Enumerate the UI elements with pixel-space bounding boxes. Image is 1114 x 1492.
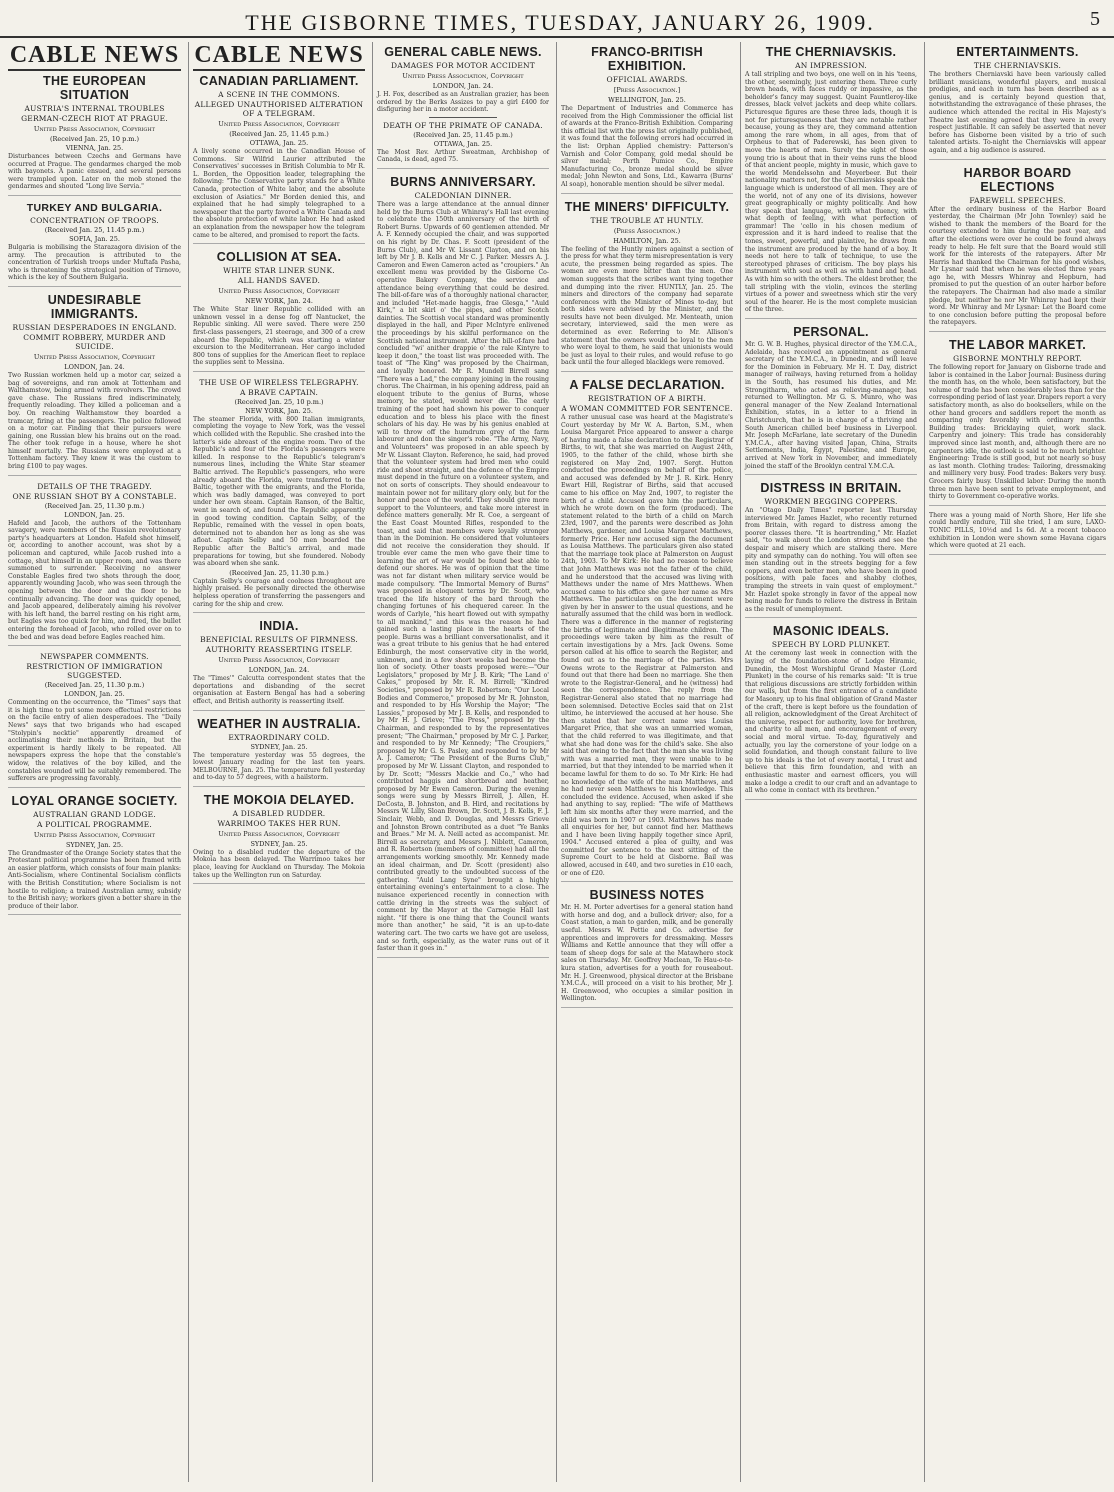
article-body: The Department of Industries and Commerce has received from the High Commissioner the official list of awards at the Franco-British Exhibition. Comparing this official list with the press list originally published, it was found that the following errors had occurred in the list: Orphan Applied chemistry: Patterson's Varnish and Color Company, gold medal should be silver medal; Perth Pumice Co., Empire Manufacturing Co., bronze medal should be silver medal; John Newton and Sons, Ltd., Kawarra (Burns' Al soap), honorable mention should be silver medal. <box>561 105 733 188</box>
article-headline: UNDESIRABLE IMMIGRANTS. <box>47 292 142 321</box>
dateline: LONDON, Jan. 24. <box>432 82 494 90</box>
article-labor-market <box>929 338 1106 506</box>
dateline: SYDNEY, Jan. 25. <box>65 840 124 849</box>
advert-body: There was a young maid of North Shore, Her life she could hardly endure, Till she tried, I am sure, LAXO-TONIC PILLS, 10½d and 1s 6d. At a recent tobacco exhibition in London were shown some Havana cigars which were quoted at 21 each. <box>929 511 1106 550</box>
article-subhead: A BRAVE CAPTAIN. <box>239 387 319 397</box>
article-body: J. H. Fox, described as an Australian grazier, has been ordered by the Berks Assizes to pay a girl £400 for disfiguring her in a motor accident. <box>377 91 549 114</box>
article-subhead: A POLITICAL PROGRAMME. <box>37 819 152 829</box>
article-body: Captain Selby's courage and coolness throughout are highly praised. He personally directed the otherwise helpless operation of transferring the passengers and caring for the ship and crew. <box>193 577 365 608</box>
article-subhead: AUSTRALIAN GRAND LODGE. <box>33 809 156 819</box>
masthead <box>0 0 1114 38</box>
article-headline: ENTERTAINMENTS. <box>956 45 1079 59</box>
dateline: SYDNEY, Jan. 25. <box>250 839 308 848</box>
article-headline: PERSONAL. <box>793 325 869 339</box>
article-masonic-ideals <box>745 624 917 799</box>
article-body: Owing to a disabled rudder the departure of the Mokoia has been delayed. The Warrimoo takes her place, leaving for Auckland on Thursday. The Mokoia takes up the Wellington run on Saturday. <box>193 848 365 879</box>
article-body: The Grandmaster of the Orange Society states that the Protestant political programme has been framed with an easier platform, which consists of four main planks: Anti-Socialism, where Continental Socialism conflicts with the British Constitution; where Socialism is not hostile to religion; a trained Australian army, subsidy to the British navy; workers given a better share in the produce of their labor. <box>8 849 181 910</box>
article-body: Bulgaria is mobilising the Starazagora division of the army. The precaution is attributed to the concentration of Turkish troops under Muftafa Pasha, who is threatening the strategical position of Tirnovo, which is the key of Southern Bulgaria. <box>8 243 181 282</box>
article-subhead: REGISTRATION OF A BIRTH. <box>587 394 707 404</box>
article-harbor-board <box>929 166 1106 333</box>
byline: United Press Association, Copyright <box>218 120 340 128</box>
article-collision-at-sea <box>193 250 365 372</box>
article-headline: HARBOR BOARD ELECTIONS <box>963 165 1072 194</box>
article-subhead: THE CHERNIAVSKIS. <box>973 61 1062 70</box>
article-headline: THE LABOR MARKET. <box>948 338 1087 353</box>
article-body: A tall stripling and two boys, one well on in his 'teens, the other, seemingly, just entering them. Three curly brown heads, with faces ruddy or impassive, as the beholder's fancy may suggest. Quaint Fauntleroy-like dresses, black velvet jackets and deep white collars. Picturesque figures are these three lads, though it is not for picturesqueness that they are notable rather because, young as they are, they command attention among the rare whom, in all ages, from that of Orpheus to that of Paderewski, has been given to move the hearts of men. Surely the sight of those young trio is about that in their veins runs the blood of that ancient people, mighty in music, which gave to the world Mendelssohn and Meyerbeer. But their nationality matters not, for the Cherniavskis speak the language which is understood of all men. They are of the world, not of any one of its divisions, however great geographically or mighty politically. And how they speak that language, with what fluency, with what depth of feeling, with what perfection of grammar! The 'cello in his chosen medium of expression and it is hard indeed to realise that the tones, sweet, powerful, and plaintive, he draws from the instrument are produced by the hand of a boy. It needs not here to talk of technique, to use the stereotyped phrases of criticism. The boy plays his instrument with soul as well as with hand and head. As with him so with the others. The eldest brother, the tall stripling with the violin, evinces the sterling virtues of a power and sweetness which stir the very soul of the hearer. He is the most complete musician of the three. <box>745 71 917 314</box>
received-line: (Received Jan. 25, 11.30 p.m.) <box>44 501 145 510</box>
advertisement <box>929 512 1106 555</box>
article-body: The steamer Florida, with 800 Italian immigrants, completing the voyage to New York, was the vessel which collided with the Republic. She crashed into the latter's side abreast of the engine room. Two of the Republic's and four of the Florida's passengers were killed. In response to the Republic's telegram's numerous lines, including the White Star steamer Baltic arrived. The Republic's passengers, who were already aboard the Florida, were transferred to the Baltic, together with the emigrants, and the Florida, which was badly damaged, was conveyed to port under her own steam. Captain Ranson, of the Baltic, went in search of, and found the Republic apparently in good towing condition. Captain Selby, of the Republic, remained with the vessel in open boats, determined not to abandon her as long as she was afloat. Captain Selby and 50 men boarded the Republic after the Baltic's arrival, and made preparations for towing, but she foundered. Nobody was aboard when she sank. <box>193 415 365 568</box>
article-headline: BUSINESS NOTES <box>589 888 705 903</box>
article-headline: INDIA. <box>259 619 299 634</box>
article-body: Disturbances between Czechs and Germans have occurred at Prague. The gendarmes charged the mob with bayonets. A panic ensued, and several persons were trampled upon. Later on the mob stoned the gendarmes and shouted "Long live Servia." <box>8 153 181 191</box>
article-body: The Most Rev. Arthur Sweatman, Archbishop of Canada, is dead, aged 75. <box>377 148 549 164</box>
article-body: Mr. G. W. B. Hughes, physical director of the Y.M.C.A., Adelaide, has received an appointment as general secretary of the Y.M.C.A., in Dunedin, and will leave for the Dominion in February. Mr H. T. Day, district manager of railways, having returned from a holiday in the South, has resumed his duties, and Mr. Strongitharm, who acted as relieving-manager, has returned to Wellington. Mr G. S. Munro, who was general manager of the New Zealand International Exhibition, states, in a letter to a friend in Christchurch, that he is in charge of a thriving and South American chilled beef business in Liverpool. Mr. Joseph McFarlane, late secretary of the Dunedin Y.M.C.A., after having visited Japan, China, Straits Settlements, India, Egypt, Palestine, and Europe, arrived at New York in November, and immediately joined the staff of the Brooklyn central Y.M.C.A. <box>745 341 917 470</box>
article-false-declaration <box>561 378 733 882</box>
dateline: LONDON, Jan. 24. <box>64 362 125 371</box>
article-headline: BURNS ANNIVERSARY. <box>390 174 536 189</box>
article-body: A rather unusual case was heard at the Magistrate's Court yesterday by Mr W. A. Barton, S.M., when Louisa Margaret Price appeared to answer a charge of having made a false declaration to the Registrar of Births, to wit, that she was married on August 24th, 1905, to the father of the child, whose birth she registered on May 2nd, 1907. Sergt. Hutton conducted the proceedings on behalf of the police, and accused was defended by Mr J. R. Kirk. Henry Ewart Hill, Registrar of Births, said that accused came to his office on May 2nd, 1907, to register the birth of a child. Accused gave him the particulars, which he wrote down on the form (produced). The statement related to the birth of a child on March 23rd, 1907, and the parents were described as John Matthews, gardener, and Louisa Margaret Matthews, formerly Price. Her now accused sign the document as Louisa Matthews. The particulars given also stated that the marriage took place at Palmerston on August 24th, 1903. To Mr Kirk: He had no reason to believe that John Matthews was not the father of the child, and he understood that the accused was living with Matthews under the name of Mrs Matthews. When accused came to his office she gave her name as Mrs Matthews. The particulars on the document were given by her in answer to the usual questions, and he naturally assumed that the child was born in wedlock. There was a difference in the manner of registering the births of legitimate and illegitimate children. The proceedings were taken by him as the result of certain investigations by a Mrs. Jack Owens. Some person called at his office to search the Register, and found out as to the marriage of the parties. Mrs Owens wrote to the Registrar at Palmerston and found out that there had been no marriage. She then wrote to the Registrar-General, and he (witness) had seen the correspondence. The reply from the Registrar-General also stated that no marriage had been solemnised. Detective Eccles said that on 21st ultimo, he interviewed the accused at her house. She then stated that her correct name was Louisa Margaret Price, that she was an unmarried woman, that the child referred to was illegitimate, and that what she had done was for the child's sake. She also said that owing to the fact that the man she was living with was a married man, they were unable to be married, but that they intended to be married when it became lawful for them to do so. To Mr Kirk: He had no knowledge of the wife of the man Matthews, and he had never seen Matthews to his knowledge. This concluded the evidence. Accused, when asked if she had anything to say, replied: "The wife of Matthews left him six months after they were married, and the child was born in 1907 or 1903. Matthews has made all enquiries for her, but cannot find her. Matthews and I have been living happily together since April, 1904." Accused entered a plea of guilty, and was committed for sentence to the next sitting of the Supreme Court to be held at Gisborne. Bail was allowed, accused in £40, and two sureties in £10 each, or one of £20. <box>561 414 733 877</box>
article-headline: THE CHERNIAVSKIS. <box>765 45 897 59</box>
section-title: CABLE NEWS <box>193 42 365 71</box>
article-body: The White Star liner Republic collided with an unknown vessel in a dense fog off Nantucket, the Republic sinking. All were saved. There were 250 first-class passengers, 21 steerage, and 300 of a crew aboard the Republic, which was starting a winter excursion to the Mediterranean. Her cargo included 800 tons of supplies for the American fleet to replace the supplies sent to Messina. <box>193 306 365 367</box>
article-body: Hafeld and Jacob, the authors of the Tottenham savagery, were members of the Russian revolutionary party's headquarters at London. Hafeld shot himself, or, according to another account, was shot by a policeman and captured, while Jacob rushed into a cottage, shut himself in an upper room, and was there summoned to surrender. Receiving no answer Constable Eagles fired two shots through the door, apparently wounding Jacob, who was seen through the opening between the door and the floor to be continually advancing. The door was quickly opened, and Jacob appeared, deliberately aiming his revolver with his left hand, the barrel resting on his right arm, but Eagles was too quick for him, and fired, the bullet entering the forehead of Jacob, who rolled over on to the bed and was dead before Eagles reached him. <box>8 519 181 641</box>
dateline: HAMILTON, Jan. 25. <box>613 236 681 245</box>
article-subhead: RUSSIAN DESPERADOES IN ENGLAND. <box>12 322 177 332</box>
article-subhead: AUSTRIA'S INTERNAL TROUBLES <box>24 104 165 113</box>
byline: (Press Association.) <box>613 226 681 235</box>
byline: United Press Association, Copyright <box>33 352 156 361</box>
article-subhead: WHITE STAR LINER SUNK. <box>223 266 335 276</box>
byline: United Press Association, Copyright <box>402 72 524 80</box>
article-body: An "Otago Daily Times" reporter last Thursday interviewed Mr. James Hazlet, who recently returned from Britain, with regard to distress among the poorer classes there. "It is heartrending," Mr. Hazlet said, "to walk about the London streets and see the despair and misery which are stalking there. Mere pity and sympathy can do nothing. You will often see men standing out in the streets begging for a few coppers, and even better men, who have been in good positions, with pale faces and shabby clothes, tramping the streets in vain quest of employment." Mr. Hazlet spoke strongly in favor of the appeal now being made for funds to relieve the distress in Britain as the result of unemployment. <box>745 507 917 613</box>
section-title: CABLE NEWS <box>8 42 181 71</box>
column-5 <box>740 42 921 1482</box>
article-headline: CANADIAN PARLIAMENT. <box>199 74 359 88</box>
column-4 <box>556 42 737 1482</box>
column-1 <box>4 42 185 1482</box>
article-weather <box>193 717 365 787</box>
article-headline: A FALSE DECLARATION. <box>569 378 725 393</box>
article-subhead: BENEFICIAL RESULTS OF FIRMNESS. <box>200 635 358 645</box>
article-body: After the ordinary business of the Harbor Board yesterday, the Chairman (Mr John Townley) said he wished to thank the members of the Board for the courtesy extended to him during the past year, and after the elections were over he could be found always ready to help. He felt sure that the Board would still work for the interests of the ratepayers. After Mr Harris had thanked the Chairman for his good wishes, Mr Lysnar said that when he was elected three years ago he, with Messrs Whinray and Hepburn, had promised to put the question of an outer harbor before the ratepayers. The Chairman had also made a similar pledge, but neither he nor Mr Whinray had kept their word. Mr Whinray and Mr Lysnar: Let the Board come to one conclusion before putting the proposal before the ratepayers. <box>929 205 1106 327</box>
article-subhead: FAREWELL SPEECHES. <box>969 195 1066 205</box>
article-headline: THE EUROPEAN SITUATION <box>43 74 146 102</box>
received-line: (Received Jan. 25, 11.45 p.m.) <box>44 225 145 234</box>
article-turkey-bulgaria <box>8 202 181 287</box>
article-subhead: WORKMEN BEGGING COPPERS. <box>764 497 898 507</box>
article-body: Commenting on the occurrence, the "Times" says that it is high time to put some more effectual restrictions on the facile entry of alien desperadoes. The "Daily News" says that two brigands who had escaped "Stolypin's necktie" apparently dreamed of acclimatising their methods in Britain, but the experiment is hardly likely to be repeated. All newspapers express the hope that the constable's widow, the relatives of the boy killed, and the constables wounded will be suitably remembered. The sufferers are progressing favorably. <box>8 699 181 783</box>
article-orange-society <box>8 794 181 916</box>
article-miners-difficulty <box>561 200 733 373</box>
article-headline: TURKEY AND BULGARIA. <box>26 201 163 214</box>
byline: United Press Association, Copyright <box>218 287 340 296</box>
article-body: The feeling of the Huntly miners against a section of the press for what they term misrepresentation is very acute, the pressmen being regarded as spies. The women are even more bitter than the men. One woman suggests that the scribes want tying together and dumping into the river. HUNTLY, Jan. 25. The miners and directors of the company had separate conferences with the Minister of Mines to-day, but both sides were advised by the Minister, and the results have not been divulged. Mr. Menteath, union secretary, interviewed, said the men were as determined as ever. Referring to Mr. Allison's statement that the owners would be loyal to the men who were loyal to them, he said that unionists would be just as loyal to their rules, and would refuse to go back until the four alleged blacklegs were removed. <box>561 245 733 367</box>
byline: [Press Association.] <box>613 86 681 94</box>
dateline: SOFIA, Jan. 25. <box>69 234 120 243</box>
article-body: At the ceremony last week in connection with the laying of the foundation-stone of Lodge Hiramic, Dunedin, the Most Worshipful Grand Master (Lord Plunket) in the course of his remarks said: "It is true that religious discussions are strictly forbidden within our walls, but from the first entrance of a candidate for Masonry, up to his final obligation of Grand Master of the craft, there is kept before us the foundation of all religion, acknowledgment of the Great Architect of the universe, respect for authority, love for brethren, and charity to all men, and encouragement of every social and moral virtue. To-day, figuratively and actually, you lay the cornerstone of your lodge on a solid foundation, and though constant failure to live up to his ideals is the lot of every mortal, I trust and believe that this firm foundation, and with an enthusiastic master and earnest officers, you will make a lodge a credit to our craft and an advantage to all who come in contact with its brethren." <box>745 650 917 795</box>
article-subhead: WARRIMOO TAKES HER RUN. <box>217 818 341 828</box>
article-general-cable <box>377 45 549 169</box>
article-headline: COLLISION AT SEA. <box>216 250 342 265</box>
received-line: (Received Jan. 25, 11.45 p.m.) <box>413 130 513 139</box>
article-subhead: OFFICIAL AWARDS. <box>606 75 688 84</box>
byline: United Press Association, Copyright <box>33 830 156 839</box>
dateline: VIENNA, Jan. 25. <box>65 144 124 152</box>
dateline: NEW YORK, Jan. 25. <box>245 406 313 415</box>
divider <box>429 117 498 118</box>
article-body: The "Times'" Calcutta correspondent states that the deportations and disbanding of the secret organisation at Eastern Bengal has had a sobering effect, and British authority is reasserting itself. <box>193 675 365 705</box>
article-subhead: GERMAN-CZECH RIOT AT PRAGUE. <box>21 114 168 123</box>
article-cherniavskis-impression <box>745 45 917 319</box>
article-subhead: GISBORNE MONTHLY REPORT. <box>953 354 1082 364</box>
article-subhead: RESTRICTION OF IMMIGRATION SUGGESTED. <box>26 662 163 681</box>
article-headline: GENERAL CABLE NEWS. <box>384 45 542 59</box>
received-line: (Received Jan. 25, 10 p.m.) <box>49 135 140 143</box>
article-subhead: ONE RUSSIAN SHOT BY A CONSTABLE. <box>12 491 177 501</box>
article-subhead: A DISABLED RUDDER. <box>232 808 326 818</box>
byline: United Press Association, Copyright <box>218 656 340 665</box>
article-personal <box>745 325 917 475</box>
received-line: (Received Jan. 25, 10 p.m.) <box>234 397 324 406</box>
article-headline: THE MINERS' DIFFICULTY. <box>564 199 730 214</box>
article-canadian-parliament <box>193 74 365 244</box>
dateline: LONDON, Jan. 25. <box>64 690 125 699</box>
dateline: NEW YORK, Jan. 24. <box>245 297 313 306</box>
article-body: The brothers Cherniavski have been variously called brilliant musicians, wonderful players, and musical prodigies, and each in turn has been described as a genius, and is certainly beyond question that, notwithstanding the extravagance of these phrases, the audience which attended the recital in His Majesty's Theatre last evening agreed that they were in every respect justifiable. It can safely be asserted that never before has Gisborne been visited by a trio of such talented artists. To-night the Cherniavskis will appear again, and a big audience is assured. <box>929 71 1106 154</box>
article-subhead: ALLEGED UNAUTHORISED ALTERATION OF A TELEGRAM. <box>194 100 364 118</box>
dateline: OTTAWA, Jan. 25. <box>249 139 309 147</box>
article-wireless <box>193 378 365 613</box>
article-headline: FRANCO-BRITISH EXHIBITION. <box>591 45 703 73</box>
article-headline: WEATHER IN AUSTRALIA. <box>197 716 361 731</box>
article-burns-anniversary <box>377 175 549 958</box>
dateline: WELLINGTON, Jan. 25. <box>608 96 686 104</box>
article-headline: THE MOKOIA DELAYED. <box>203 792 355 807</box>
article-subhead: THE USE OF WIRELESS TELEGRAPHY. <box>199 377 359 387</box>
article-subhead: SPEECH BY LORD PLUNKET. <box>771 640 891 650</box>
byline: United Press Association, Copyright <box>33 125 156 133</box>
article-tragedy-details <box>8 482 181 647</box>
article-subhead: THE TROUBLE AT HUNTLY. <box>590 215 704 225</box>
article-subhead: EXTRAORDINARY COLD. <box>228 732 330 742</box>
article-headline: MASONIC IDEALS. <box>772 624 890 639</box>
article-subhead: A WOMAN COMMITTED FOR SENTENCE. <box>561 404 733 414</box>
article-subhead: ALL HANDS SAVED. <box>237 276 321 286</box>
article-subhead: NEWSPAPER COMMENTS. <box>40 652 149 662</box>
article-subhead: DEATH OF THE PRIMATE OF CANADA. <box>383 120 543 130</box>
dateline: LONDON, Jan. 25. <box>64 510 125 519</box>
article-subhead: CONCENTRATION OF TROOPS. <box>30 215 159 225</box>
article-entertainments <box>929 45 1106 160</box>
received-line: (Received Jan. 25, 11.30 p.m.) <box>44 681 145 690</box>
article-body: The temperature yesterday was 55 degrees, the lowest January reading for the last ten years. MELBOURNE, Jan. 25. The temperature fell yesterday and to-day to 57 degrees, with a hailstorm. <box>193 751 365 782</box>
article-business-notes <box>561 888 733 1008</box>
article-european-situation <box>8 74 181 196</box>
article-franco-british <box>561 45 733 194</box>
article-immigrants <box>8 293 181 476</box>
article-india <box>193 619 365 710</box>
column-2 <box>188 42 369 1482</box>
column-6 <box>924 42 1110 1482</box>
article-body: Two Russian workmen held up a motor car, seized a bag of sovereigns, and ran amok at Tottenham and Walthamstow, being armed with revolvers. The crowd gave chase. The Russians fired indiscriminately, frequently reloading. They killed a policeman and a boy. On reaching Walthamstow they boarded a tramcar, firing at the passengers. The police followed on a motor car. Finding that their pursuers were gaining, one Russian blew his brains out on the road. The other took refuge in a house, where he shot himself mortally. The Russians were employed at a Tottenham factory. They knew it was the custom to bring £100 to pay wages. <box>8 371 181 471</box>
column-3 <box>372 42 553 1482</box>
dateline: SYDNEY, Jan. 25. <box>250 742 308 751</box>
article-mokoia <box>193 793 365 884</box>
dateline: LONDON, Jan. 24. <box>248 666 310 675</box>
article-subhead: DAMAGES FOR MOTOR ACCIDENT <box>390 61 536 70</box>
byline: United Press Association, Copyright <box>218 829 340 838</box>
article-body: The following report for January on Gisborne trade and labor is contained in the Labor Journal: Business during the month has, on the whole, been satisfactory, but the volume of trade has been considerably less than for the corresponding period of last year. Drapers report a very satisfactory month, as also do booksellers, while on the other hand grocers and saddlers report the month as comparing only favorably with ordinary months. Building trades: Bricklaying quiet, work slack. Carpentry and joinery: This trade has considerably improved since last month, and, although there are no carpenters idle, the outlook is said to be much brighter. Engineering: Trade is still good, but not nearly so busy as last month. Clothing trades: Tailoring, dressmaking and millinery very busy. Food trades: Bakers very busy. Grocers fairly busy. Unskilled labor: During the month three men have been sent to private employment, and thirty to Government co-operative works. <box>929 364 1106 501</box>
article-distress-britain <box>745 481 917 618</box>
article-body: There was a large attendance at the annual dinner held by the Burns Club at Whinray's Hall last evening to celebrate the 150th anniversary of the birth of Robert Burns. Upwards of 60 gentlemen attended. Mr A. F. Kennedy occupied the chair, and was supported on his right by Dr. Chas. F. Scott (president of the Burns Club), and Mr W. Lissant Clayton, and on his left by Mr J. B. Kells and Mr C. J. Parker. Messrs A. J. Cameron and Ewen Cameron acted as "croupiers." An excellent menu was provided by the Gisborne Co-operative Bakery Company, the service and attendance being everything that could be desired. The bill-of-fare was of a thoroughly national character, and included "Het-made haggis, frae Glesga," "Auld Kirk," a bit skirl o' the pipes, and other Scotch dainties. The Scottish vocal standard was prominently displayed in the hall, and Piper McIntyre enlivened the proceedings by his skilful performance on the Scottish national instrument. After the bill-of-fare had concluded "wi' anither drappie o' the rale Kintyre to keep it doon," the toast list was proceeded with. The toast of "The King" was proposed by the Chairman, and loyally honored. Mr R. Mundell Birrell sang "There was a Lad," the company joining in the rousing chorus. The Chairman, in his opening address, paid an eloquent tribute to the genius of Burns, whose memory, he stated, would never die. The early training of the poet had shown his power to conquer education and to bless his place with the finest scholars of his day. He was by his genius enabled at will to throw off the humdrum grey of the farm labourer and don the singer's robe. "The Army, Navy, and Volunteers" was proposed in an able speech by Mr W. Lissant Clayton. Reference, he said, had proved that the volunteer system had bred men who could ride and shoot straight, and the defence of the Empire must depend in the future on a volunteer system, and not on sorts of conscripts. They should endeavour to maintain power not for military glory only, but for the honor and peace of the world. They should give more support to the Volunteers, and take more interest in defence matters generally. Mr R. Coe, a sergeant of the East Coast Mounted Rifles, responded to the toast, and said that members were loyally stronger than in the Dominion. He considered that volunteers did not receive the consideration they should. If trouble ever came the men who gave their time to learning the art of war would be found best able to defend our shores. He was of opinion that the time was not far distant when military service would be made compulsory. "The Immortal Memory of Burns" was proposed in eloquent terms by Dr. Scott, who traced the life history of the bard through the changing fortunes of his chequered career. In the words of Carlyle, "his heart flowed out with sympathy to all mankind," and this was the reason he had gained such a lasting place in the hearts of the people. Burns was a brilliant conversationalist, and it was a great tribute to his genius that he had entered Edinburgh, the most conservative city in the world, unknown, and in a few short weeks had become the lion of society. Other toasts proposed were:—"Our Legislators," proposed by Mr J. B. Kirk; "The Land o' Cakes," proposed by Mr. R. M. Birrell; "Kindred Societies," proposed by Mr R. Robertson; "Our Local Bodies and Commerce," proposed by Mr R. Johnston, and responded to by His Worship the Mayor; "The Lassies," proposed by Mr J. B. Kells, and responded to by Mr H. J. Grieve; "The Press," proposed by the Chairman, and responded to by the representatives present; "The Chairman," proposed by Mr C. J. Parker, and responded to by Mr Kennedy; "The Croupiers," proposed by Mr G. S. Pasley, and responded to by Mr A. J. Cameron; "The President of the Burns Club," proposed by Mr W. Lissant Clayton, and responded to by Dr. Scott; "Messrs Mackie and Co.," who had contributed haggis and shortbread and heather, proposed by Mr Ewen Cameron. During the evening songs were sung by Messrs Birrell, J. Allen, H. DeCosta, B. Johnston, and B. Hird, and recitations by Messrs W. Lilly, Sloan Brown, Dr. Scott, J. B. Kells, F. J. Sinclair, Webb, and D. Douglas, and Messrs Grieve and Johnston Brown contributed as a duet "Ye Banks and Braes." Mr M. A. Neill acted as accompanist. Mr. Birrell as secretary, and Messrs J. Niblett, Cameron, and R. Robertson (members of committee) had all the arrangements working smoothly. Mr. Kennedy made an ideal chairman, and Dr. Scott (president) also contributed greatly to the undoubted success of the gathering. "Auld Lang Syne" brought a highly entertaining evening's entertainment to a close. The nuisance experienced recently in connection with cattle driving in the streets was the subject of comment by the Mayor at the Carnegie Hall last night. "If there is one thing that the Council wants more than another," he said, "it is an up-to-date watering cart. The two carts we have got are useless, and so forth, especially, as the water runs out of it faster than it goes in." <box>377 200 549 953</box>
dateline: OTTAWA, Jan. 25. <box>433 139 493 148</box>
article-newspaper-comments <box>8 652 181 788</box>
received-line: (Received Jan. 25, 11.30 p.m.) <box>229 568 329 577</box>
article-subhead: AUTHORITY REASSERTING ITSELF. <box>205 645 353 655</box>
article-headline: LOYAL ORANGE SOCIETY. <box>11 793 178 808</box>
article-body: A lively scene occurred in the Canadian House of Commons. Sir Wilfrid Laurier attributed the Conservatives' successes in British Columbia to Mr R. L. Borden, the Opposition leader, telegraphing the following: "The Conservative party stands for a White Canada, protection of White labor, and the absolute exclusion of Asiatics." Mr Borden denied this, and explained that he had simply telegraphed to a newspaper that the party favored a White Canada and the absolute protection of white labor. He had asked an explanation from the newspaper how the telegram came to be altered, and promised to report the facts. <box>193 148 365 239</box>
article-subhead: DETAILS OF THE TRAGEDY. <box>37 481 152 491</box>
article-subhead: COMMIT ROBBERY, MURDER AND SUICIDE. <box>23 332 166 351</box>
page-number: 5 <box>1090 8 1100 30</box>
article-subhead: A SCENE IN THE COMMONS. <box>218 90 340 99</box>
article-subhead: AN IMPRESSION. <box>795 61 867 70</box>
article-headline: DISTRESS IN BRITAIN. <box>760 481 902 496</box>
article-body: Mr. H. M. Porter advertises for a general station hand with horse and dog, and a bullock driver; also, for a Coast station, a man to garden, milk, and be generally useful. Messrs W. Pettie and Co. advertise for apprentices and improvers for dressmaking. Messrs Williams and Kettle announce that they will offer a team of sheep dogs for sale at the Matawhero stock sales on Thursday. Mr. Geoffrey Maclean, Te Hau-o-te-kura station, advertises for a youth for rouseabout. Mr. H. J. Greenwood, physical director at the Brisbane Y.M.C.A., will proceed on a visit to his brother, Mr J. H. Greenwood, who occupies a similar position in Wellington. <box>561 904 733 1003</box>
article-subhead: CALEDONIAN DINNER. <box>414 190 512 200</box>
received-line: (Received Jan. 25, 11.45 p.m.) <box>229 130 329 138</box>
newspaper-title: THE GISBORNE TIMES, TUESDAY, JANUARY 26, 1909. <box>245 10 875 35</box>
